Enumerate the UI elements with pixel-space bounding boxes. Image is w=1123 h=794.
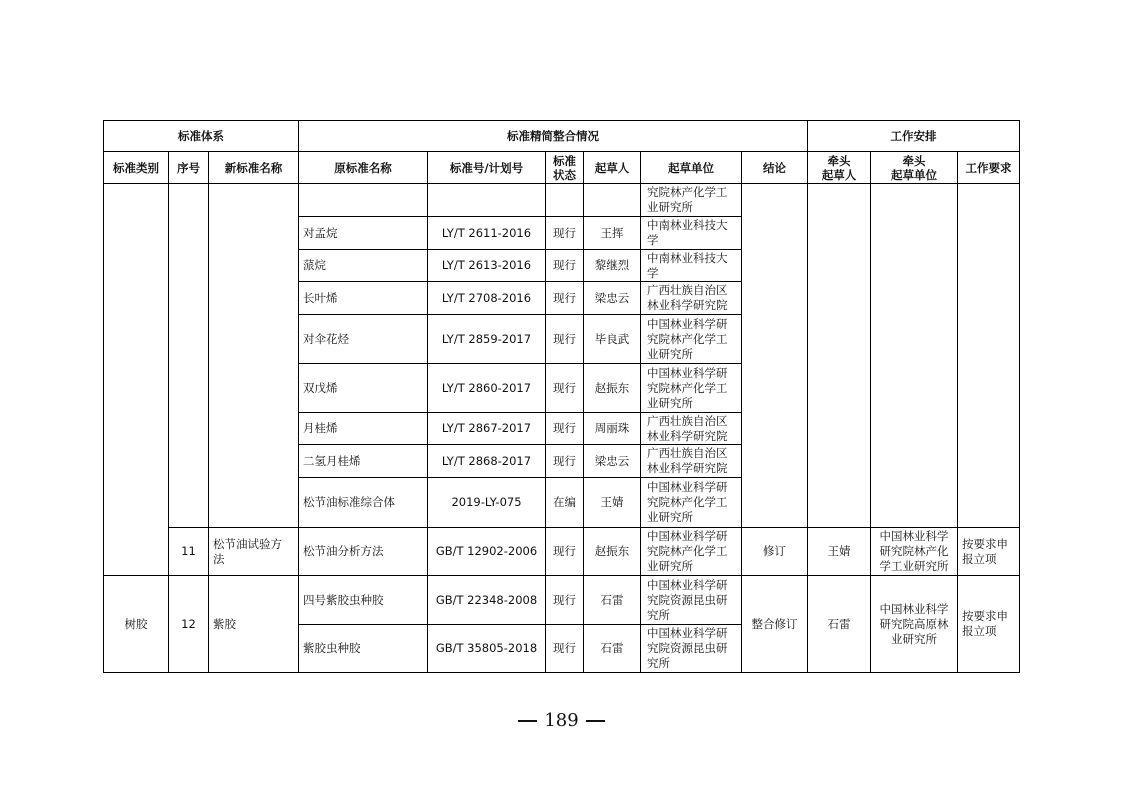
cell-std-no: LY/T 2860-2017 [428,364,546,413]
cell-new-name: 紫胶 [209,576,299,673]
cell-status: 现行 [546,445,584,478]
cell-orig-name: 蒎烷 [299,250,428,282]
col-header-drafter: 起草人 [584,152,641,184]
cell-seq-empty [169,184,209,528]
table-row [104,184,1020,217]
standards-table [103,120,1020,673]
cell-orig-name: 双戊烯 [299,364,428,413]
cell-std-no: LY/T 2868-2017 [428,445,546,478]
cell-status: 现行 [546,413,584,445]
cell-std-no: GB/T 35805-2018 [428,625,546,673]
cell-unit: 中国林业科学研 究院林产化学工 业研究所 [641,315,742,364]
cell-conclusion: 修订 [742,528,808,576]
group-header-row [104,121,1020,152]
column-header-row [104,152,1020,184]
cell-status: 现行 [546,315,584,364]
cell-category-empty [104,184,169,576]
col-header-category: 标准类别 [104,152,169,184]
cell-drafter: 王挥 [584,217,641,250]
cell-seq: 12 [169,576,209,673]
cell-unit: 中国林业科学研 究院资源昆虫研 究所 [641,576,742,625]
cell-std-no: LY/T 2859-2017 [428,315,546,364]
cell-std-no: LY/T 2613-2016 [428,250,546,282]
cell-lead-drafter: 石雷 [808,576,871,673]
cell-status: 在编 [546,478,584,528]
col-header-new-name: 新标准名称 [209,152,299,184]
cell-drafter: 赵振东 [584,364,641,413]
cell-unit: 中国林业科学研 究院林产化学工 业研究所 [641,478,742,528]
col-header-orig-name: 原标准名称 [299,152,428,184]
cell-requirement: 按要求申 报立项 [958,528,1020,576]
col-header-lead-drafter: 牵头 起草人 [808,152,871,184]
cell-status [546,184,584,217]
cell-orig-name: 二氢月桂烯 [299,445,428,478]
cell-orig-name: 月桂烯 [299,413,428,445]
cell-std-no: LY/T 2611-2016 [428,217,546,250]
cell-std-no: LY/T 2708-2016 [428,282,546,315]
cell-std-no: GB/T 22348-2008 [428,576,546,625]
cell-orig-name [299,184,428,217]
cell-orig-name: 对伞花烃 [299,315,428,364]
cell-new-name-empty [209,184,299,528]
col-header-unit: 起草单位 [641,152,742,184]
cell-seq: 11 [169,528,209,576]
cell-orig-name: 长叶烯 [299,282,428,315]
cell-lead-drafter-empty [808,184,871,528]
cell-status: 现行 [546,528,584,576]
table-row [104,576,1020,625]
cell-status: 现行 [546,364,584,413]
col-header-std-no: 标准号/计划号 [428,152,546,184]
group-header-system: 标准体系 [104,121,299,152]
cell-lead-unit: 中国林业科学 研究院林产化 学工业研究所 [871,528,958,576]
footer-dash-left [518,720,537,722]
col-header-conclusion: 结论 [742,152,808,184]
cell-orig-name: 松节油分析方法 [299,528,428,576]
cell-status: 现行 [546,217,584,250]
cell-drafter: 石雷 [584,625,641,673]
cell-status: 现行 [546,625,584,673]
cell-drafter: 周丽珠 [584,413,641,445]
cell-unit: 中国林业科学研 究院林产化学工 业研究所 [641,528,742,576]
cell-unit: 广西壮族自治区 林业科学研究院 [641,413,742,445]
cell-lead-drafter: 王婧 [808,528,871,576]
cell-unit: 究院林产化学工 业研究所 [641,184,742,217]
cell-requirement: 按要求申 报立项 [958,576,1020,673]
cell-orig-name: 四号紫胶虫种胶 [299,576,428,625]
cell-drafter: 黎继烈 [584,250,641,282]
cell-unit: 中南林业科技大 学 [641,217,742,250]
table-row [104,528,1020,576]
cell-status: 现行 [546,576,584,625]
cell-category: 树胶 [104,576,169,673]
cell-status: 现行 [546,282,584,315]
cell-drafter: 石雷 [584,576,641,625]
cell-new-name: 松节油试验方 法 [209,528,299,576]
cell-orig-name: 松节油标准综合体 [299,478,428,528]
cell-status: 现行 [546,250,584,282]
cell-unit: 广西壮族自治区 林业科学研究院 [641,445,742,478]
group-header-consolidation: 标准精简整合情况 [299,121,808,152]
col-header-lead-unit: 牵头 起草单位 [871,152,958,184]
cell-std-no: 2019-LY-075 [428,478,546,528]
col-header-seq: 序号 [169,152,209,184]
cell-drafter [584,184,641,217]
cell-std-no [428,184,546,217]
cell-std-no: GB/T 12902-2006 [428,528,546,576]
cell-unit: 广西壮族自治区 林业科学研究院 [641,282,742,315]
cell-unit: 中南林业科技大 学 [641,250,742,282]
cell-drafter: 王婧 [584,478,641,528]
cell-drafter: 毕良武 [584,315,641,364]
cell-requirement-empty [958,184,1020,528]
cell-std-no: LY/T 2867-2017 [428,413,546,445]
col-header-status: 标准 状态 [546,152,584,184]
cell-unit: 中国林业科学研 究院资源昆虫研 究所 [641,625,742,673]
page-footer [0,710,1123,732]
footer-dash-right [586,720,605,722]
cell-orig-name: 对孟烷 [299,217,428,250]
cell-drafter: 梁忠云 [584,445,641,478]
cell-unit: 中国林业科学研 究院林产化学工 业研究所 [641,364,742,413]
cell-lead-unit-empty [871,184,958,528]
cell-orig-name: 紫胶虫种胶 [299,625,428,673]
cell-lead-unit: 中国林业科学 研究院高原林 业研究所 [871,576,958,673]
group-header-work: 工作安排 [808,121,1020,152]
page-number: 189 [544,710,579,731]
cell-conclusion: 整合修订 [742,576,808,673]
cell-conclusion-empty [742,184,808,528]
cell-drafter: 赵振东 [584,528,641,576]
cell-drafter: 梁忠云 [584,282,641,315]
col-header-requirement: 工作要求 [958,152,1020,184]
